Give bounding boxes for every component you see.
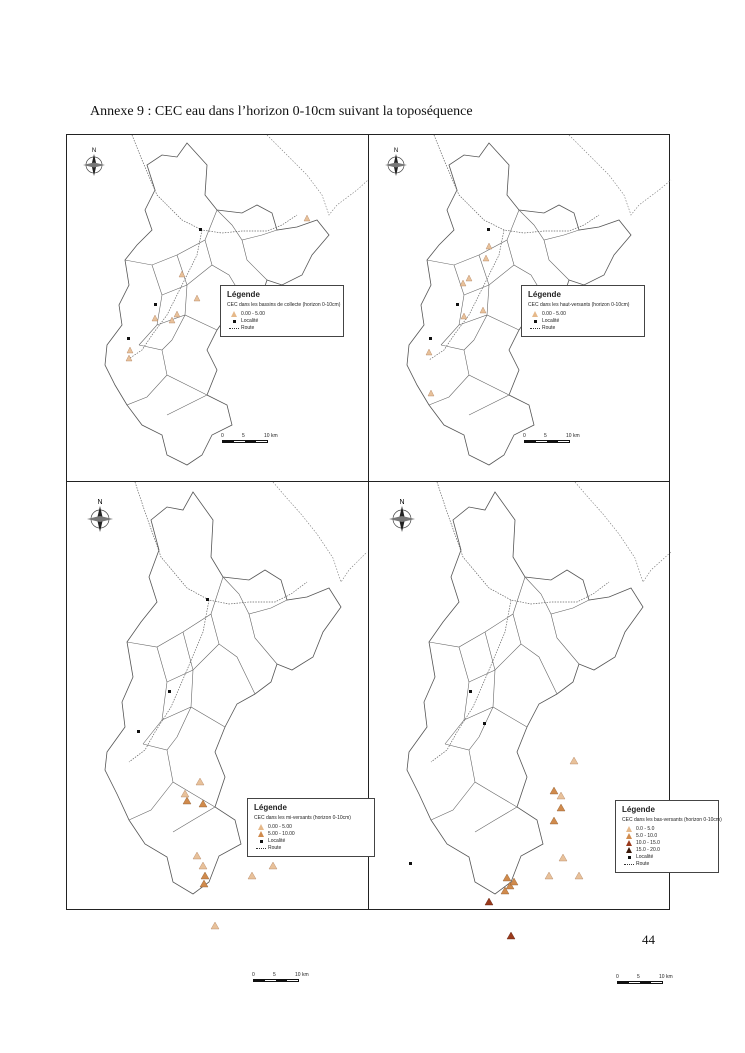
legend-title: Légende [227,290,260,299]
legend-row-class-1: 0.00 - 5.00 [254,824,368,830]
localities [137,598,209,733]
legend-row-class-2: 5.0 - 10.0 [622,833,712,839]
map-3-legend [247,798,375,857]
legend-row-road: Route [254,845,368,851]
north-arrow-icon [87,499,113,532]
legend-row-locality: Localité [254,838,368,844]
legend-row-class-4: 15.0 - 20.0 [622,847,712,853]
square-icon [233,320,236,323]
north-arrow-icon [83,148,105,176]
legend-row-locality: Localité [227,318,337,324]
legend-row-class-1: 0.00 - 5.00 [227,311,337,317]
sub-basin-lines [127,577,287,832]
legend-row-road: Route [528,325,638,331]
map-1-legend [220,285,344,337]
legend-row-class-1: 0.0 - 5.0 [622,826,712,832]
triangle-icon [626,847,632,853]
coastline [569,135,671,215]
triangle-icon [258,824,264,830]
sub-basin-lines [429,577,589,832]
dotted-line-icon [530,328,540,329]
legend-row-locality: Localité [528,318,638,324]
triangle-icon [231,311,237,317]
legend-subtitle: CEC dans les bassins de collecte (horizon 0-10cm) [227,302,341,308]
legend-title: Légende [622,805,655,814]
svg-text:N: N [91,148,97,154]
page-caption: Annexe 9 : CEC eau dans l’horizon 0-10cm suivant la toposéquence [90,104,473,119]
legend-row-class-3: 10.0 - 15.0 [622,840,712,846]
map-4-scale-bar: 0 5 10 km [617,974,677,988]
legend-row-locality: Localité [622,854,712,860]
triangle-icon [626,833,632,839]
legend-title: Légende [528,290,561,299]
page-number: 44 [642,932,655,947]
sample-points [426,243,492,396]
triangle-icon [626,840,632,846]
map-panel-3 [67,482,368,978]
map-1-scale-bar: 0 5 10 km [222,433,282,447]
map-panel-2 [369,135,671,481]
square-icon [260,840,263,843]
legend-row-class-2: 5.00 - 10.00 [254,831,368,837]
catchment-boundary [407,492,643,894]
triangle-icon [626,826,632,832]
legend-subtitle: CEC dans les mi-versants (horizon 0-10cm) [254,815,351,821]
square-icon [628,856,631,859]
map-3-scale-bar: 0 5 10 km [253,972,313,986]
svg-text:N: N [393,148,399,154]
sample-points-class-3 [485,898,515,939]
north-arrow-icon [385,148,407,176]
road-line [431,482,609,762]
sample-points-class-2 [183,797,209,887]
coastline [575,482,671,582]
legend-subtitle: CEC dans les bas-versants (horizon 0-10cm) [622,817,722,823]
coastline [267,135,368,215]
road-line [129,482,307,762]
map-2-scale-bar: 0 5 10 km [524,433,584,447]
square-icon [534,320,537,323]
coastline [273,482,367,582]
sample-points-class-1 [545,757,583,879]
triangle-icon [258,831,264,837]
svg-text:N: N [97,499,103,506]
legend-row-road: Route [622,861,712,867]
map-2-legend [521,285,645,337]
legend-row-class-1: 0.00 - 5.00 [528,311,638,317]
north-arrow-icon [389,499,415,532]
legend-row-road: Route [227,325,337,331]
svg-text:N: N [399,499,405,506]
dotted-line-icon [624,864,634,865]
dotted-line-icon [229,328,239,329]
localities [127,228,202,340]
map-panel-1 [67,135,368,481]
dotted-line-icon [256,848,266,849]
triangle-icon [532,311,538,317]
map-4-legend [615,800,722,873]
legend-title: Légende [254,803,287,812]
legend-subtitle: CEC dans les haut-versants (horizon 0-10cm) [528,302,630,308]
